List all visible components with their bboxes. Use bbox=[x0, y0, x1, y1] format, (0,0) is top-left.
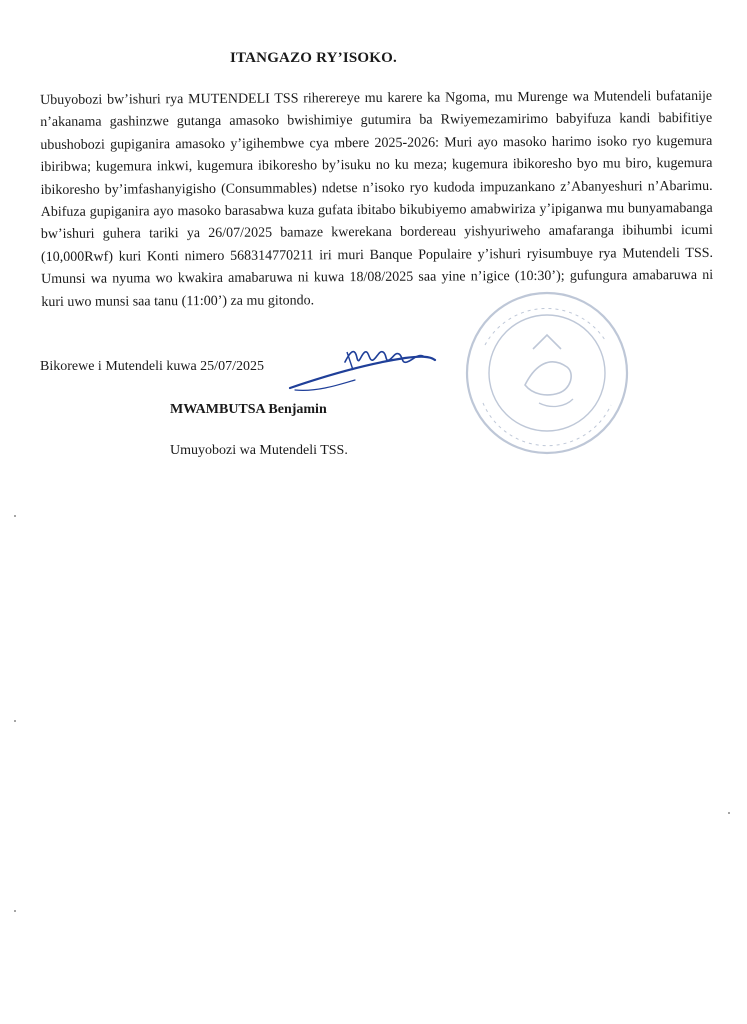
signature-image bbox=[285, 340, 445, 400]
date-line: Bikorewe i Mutendeli kuwa 25/07/2025 bbox=[40, 359, 264, 374]
official-stamp-image bbox=[455, 285, 640, 460]
signer-role: Umuyobozi wa Mutendeli TSS. bbox=[170, 443, 348, 458]
scan-speck bbox=[14, 515, 16, 517]
scan-speck bbox=[14, 910, 16, 912]
signer-name: MWAMBUTSA Benjamin bbox=[170, 402, 327, 417]
scan-speck bbox=[728, 812, 730, 814]
scan-speck bbox=[14, 720, 16, 722]
document-title bbox=[0, 50, 747, 67]
announcement-body: Ubuyobozi bw’ishuri rya MUTENDELI TSS riherereye mu karere ka Ngoma, mu Murenge wa Mutendeli bufatanije n’akanama gashinzwe gutanga amasoko bwishimiye gutumira ba Rwiyemezamirimo babyifuza kandi babifitiye ubushobozi gupiganira amasoko y’igihembwe cya mbere 2025-2026: Muri ayo masoko harimo isoko ryo kugemura ibiribwa; kugemura inkwi, kugemura ibikoresho by’isuku no ku meza; kugemura ibikoresho byo mu biro, kugemura ibikoresho by’imfashanyigisho (Consummables) ndetse n’isoko ryo kudoda impuzankano z’Abanyeshuri n’Abarimu. Abifuza gupiganira ayo masoko barasabwa kuza gufata ibitabo bikubiyemo amabwiriza y’ipiganwa mu bunyamabanga bw’ishuri guhera tariki ya 26/07/2025 bamaze kwerekana bordereau yishyuriweho amafaranga ibihumbi icumi (10,000Rwf) kuri Konti nimero 568314770211 iri muri Banque Populaire y’ishuri ryisumbuye rya Mutendeli TSS. Umunsi wa nyuma wo kwakira amabaruwa ni kuwa 18/08/2025 saa yine n’igice (10:30’); gufungura amabaruwa ni kuri uwo munsi saa tanu (11:00’) za mu gitondo. bbox=[40, 88, 714, 310]
title-text: ITANGAZO RY’ISOKO. bbox=[230, 50, 397, 66]
